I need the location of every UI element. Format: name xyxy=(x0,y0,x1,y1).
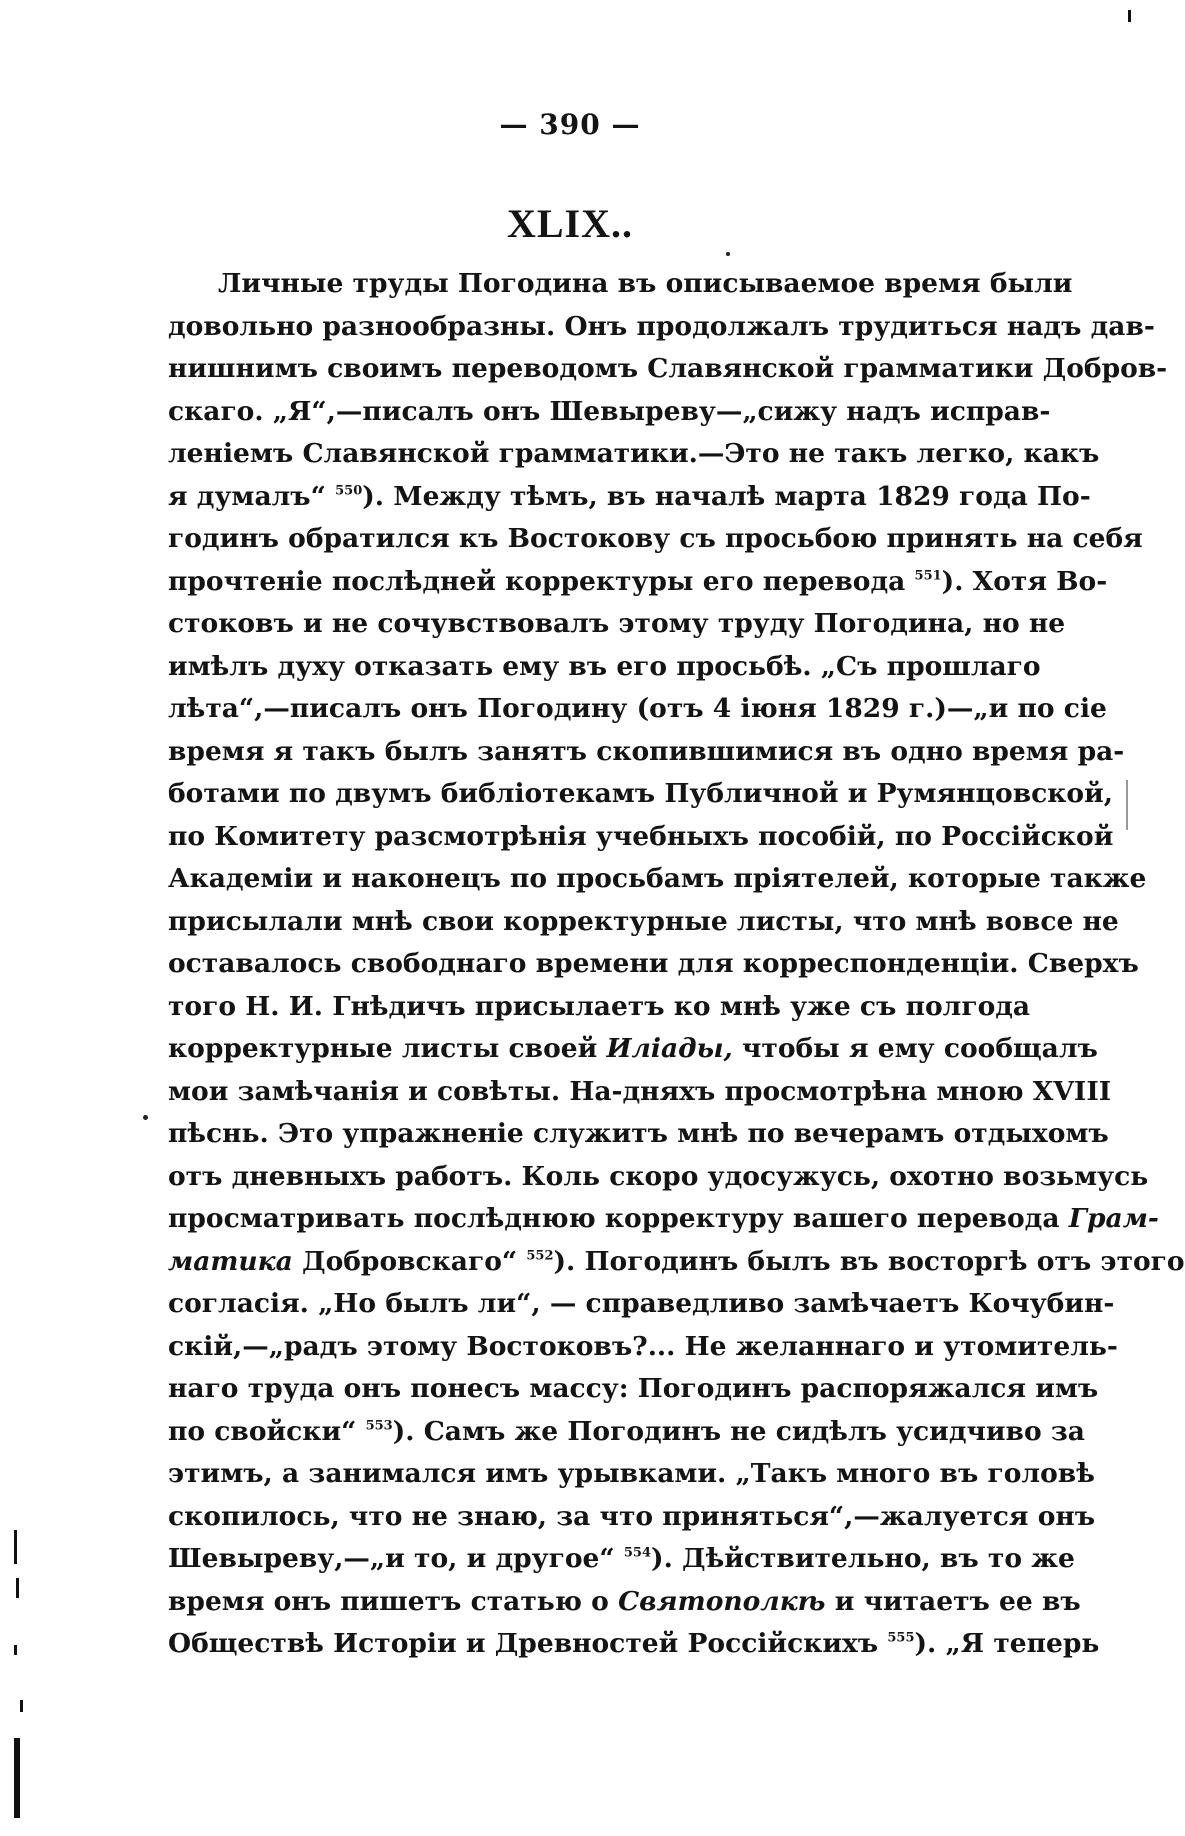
text-run: ). Хотя Во- xyxy=(941,565,1108,597)
text-line: леніемъ Славянской грамматики.—Это не такъ легко, какъ xyxy=(168,438,1100,469)
italic-title: Святополкѣ xyxy=(618,1585,826,1617)
text-line: скаго. „Я“,—писалъ онъ Шевыреву—„сижу надъ исправ- xyxy=(168,395,1051,427)
text-line: Академіи и наконецъ по просьбамъ пріятелей, которые также xyxy=(168,863,1147,894)
text-run: по свойски“ xyxy=(168,1415,366,1447)
text-run: Шевыреву,—„и то, и другое“ xyxy=(168,1543,624,1574)
text-run: ). „Я теперь xyxy=(914,1628,1100,1659)
footnote-ref: 555 xyxy=(887,1630,915,1646)
scan-edge-mark xyxy=(1126,780,1128,830)
text-line: оставалось свободнаго времени для корреспонденціи. Сверхъ xyxy=(168,948,1139,979)
text-line: ботами по двумъ библіотекамъ Публичной и Румянцовской, xyxy=(168,778,1113,809)
text-line: мои замѣчанія и совѣты. На-дняхъ просмотрѣна мною XVIII xyxy=(168,1075,1112,1107)
text-run: я думалъ“ xyxy=(168,480,336,512)
text-line xyxy=(168,1623,1100,1666)
text-line: годинъ обратился къ Востокову съ просьбою принять на себя xyxy=(168,523,1143,554)
text-line xyxy=(168,1028,1098,1071)
text-run: корректурные листы своей xyxy=(168,1033,607,1064)
footnote-ref: 554 xyxy=(623,1545,652,1561)
text-run: Обществѣ Исторіи и Древностей Россійскихъ xyxy=(168,1628,888,1659)
scan-edge-mark xyxy=(14,1738,20,1818)
scan-edge-mark xyxy=(14,1530,17,1564)
text-line: присылали мнѣ свои корректурные листы, что мнѣ вовсе не xyxy=(168,905,1119,937)
text-line xyxy=(168,1581,1081,1624)
italic-title: Грам- xyxy=(1068,1203,1159,1234)
scan-speck xyxy=(726,252,730,256)
text-line: пѣснь. Это упражненіе служитъ мнѣ по вечерамъ отдыхомъ xyxy=(168,1118,1109,1149)
text-line: отъ дневныхъ работъ. Коль скоро удосужусь, охотно возьмусь xyxy=(168,1160,1149,1192)
text-run: ). Дѣйствительно, въ то же xyxy=(651,1543,1075,1574)
text-line: Личные труды Погодина въ описываемое время были xyxy=(218,268,1073,299)
text-line: имѣлъ духу отказать ему въ его просьбѣ. „Съ прошлаго xyxy=(168,650,1041,682)
body-text xyxy=(168,263,1185,1666)
footnote-ref: 553 xyxy=(365,1418,393,1434)
text-line: по Комитету разсмотрѣнія учебныхъ пособій, по Россійской xyxy=(168,820,1114,852)
text-line: стоковъ и не сочувствовалъ этому труду Погодина, но не xyxy=(168,608,1066,639)
text-run: прочтеніе послѣдней корректуры его перевода xyxy=(168,565,915,597)
footnote-ref: 552 xyxy=(526,1248,554,1264)
text-line: согласія. „Но былъ ли“, — справедливо замѣчаетъ Кочубин- xyxy=(168,1288,1115,1319)
text-line xyxy=(168,1198,1159,1241)
text-run: и читаетъ ее въ xyxy=(825,1585,1081,1617)
italic-title: Иліады, xyxy=(606,1033,733,1064)
text-line xyxy=(168,561,1108,604)
scan-edge-mark xyxy=(16,1578,19,1598)
text-line: наго труда онъ понесъ массу: Погодинъ распоряжался имъ xyxy=(168,1373,1099,1404)
text-line: время я такъ былъ занятъ скопившимися въ одно время ра- xyxy=(168,735,1125,767)
text-line: нишнимъ своимъ переводомъ Славянской грамматики Добров- xyxy=(168,353,1168,384)
text-run: ). Между тѣмъ, въ началѣ марта 1829 года По- xyxy=(362,480,1091,512)
chapter-heading: XLIX.. xyxy=(506,201,634,246)
text-line xyxy=(168,1538,1075,1581)
text-line xyxy=(168,1411,1085,1454)
italic-title: матика xyxy=(168,1245,293,1277)
text-line: довольно разнообразны. Онъ продолжалъ трудиться надъ дав- xyxy=(168,310,1155,342)
scan-edge-mark xyxy=(1128,10,1131,22)
footnote-ref: 551 xyxy=(914,568,942,584)
scan-speck xyxy=(143,1115,148,1120)
text-line: скій,—„радъ этому Востоковъ?... Не желаннаго и утомитель- xyxy=(168,1330,1118,1362)
text-line: скопилось, что не знаю, за что приняться“,—жалуется онъ xyxy=(168,1500,1096,1532)
page-number: — 390 — xyxy=(499,108,641,141)
text-run: время онъ пишетъ статью о xyxy=(168,1585,619,1617)
text-run: Добровскаго“ xyxy=(292,1245,527,1277)
text-line: этимъ, а занимался имъ урывками. „Такъ много въ головѣ xyxy=(168,1458,1095,1489)
text-line xyxy=(168,476,1091,519)
text-run: ). Самъ же Погодинъ не сидѣлъ усидчиво за xyxy=(392,1415,1085,1447)
text-line: лѣта“,—писалъ онъ Погодину (отъ 4 іюня 1829 г.)—„и по сіе xyxy=(168,693,1107,724)
scan-edge-mark xyxy=(20,1700,23,1712)
text-line: того Н. И. Гнѣдичъ присылаетъ ко мнѣ уже съ полгода xyxy=(168,990,1031,1022)
scan-edge-mark xyxy=(14,1645,17,1655)
footnote-ref: 550 xyxy=(335,483,363,499)
text-line xyxy=(168,1241,1185,1284)
text-run: ). Погодинъ былъ въ восторгѣ отъ этого xyxy=(553,1245,1185,1277)
text-run: чтобы я ему сообщалъ xyxy=(732,1033,1098,1064)
text-run: просматривать послѣднюю корректуру вашего перевода xyxy=(168,1203,1069,1234)
